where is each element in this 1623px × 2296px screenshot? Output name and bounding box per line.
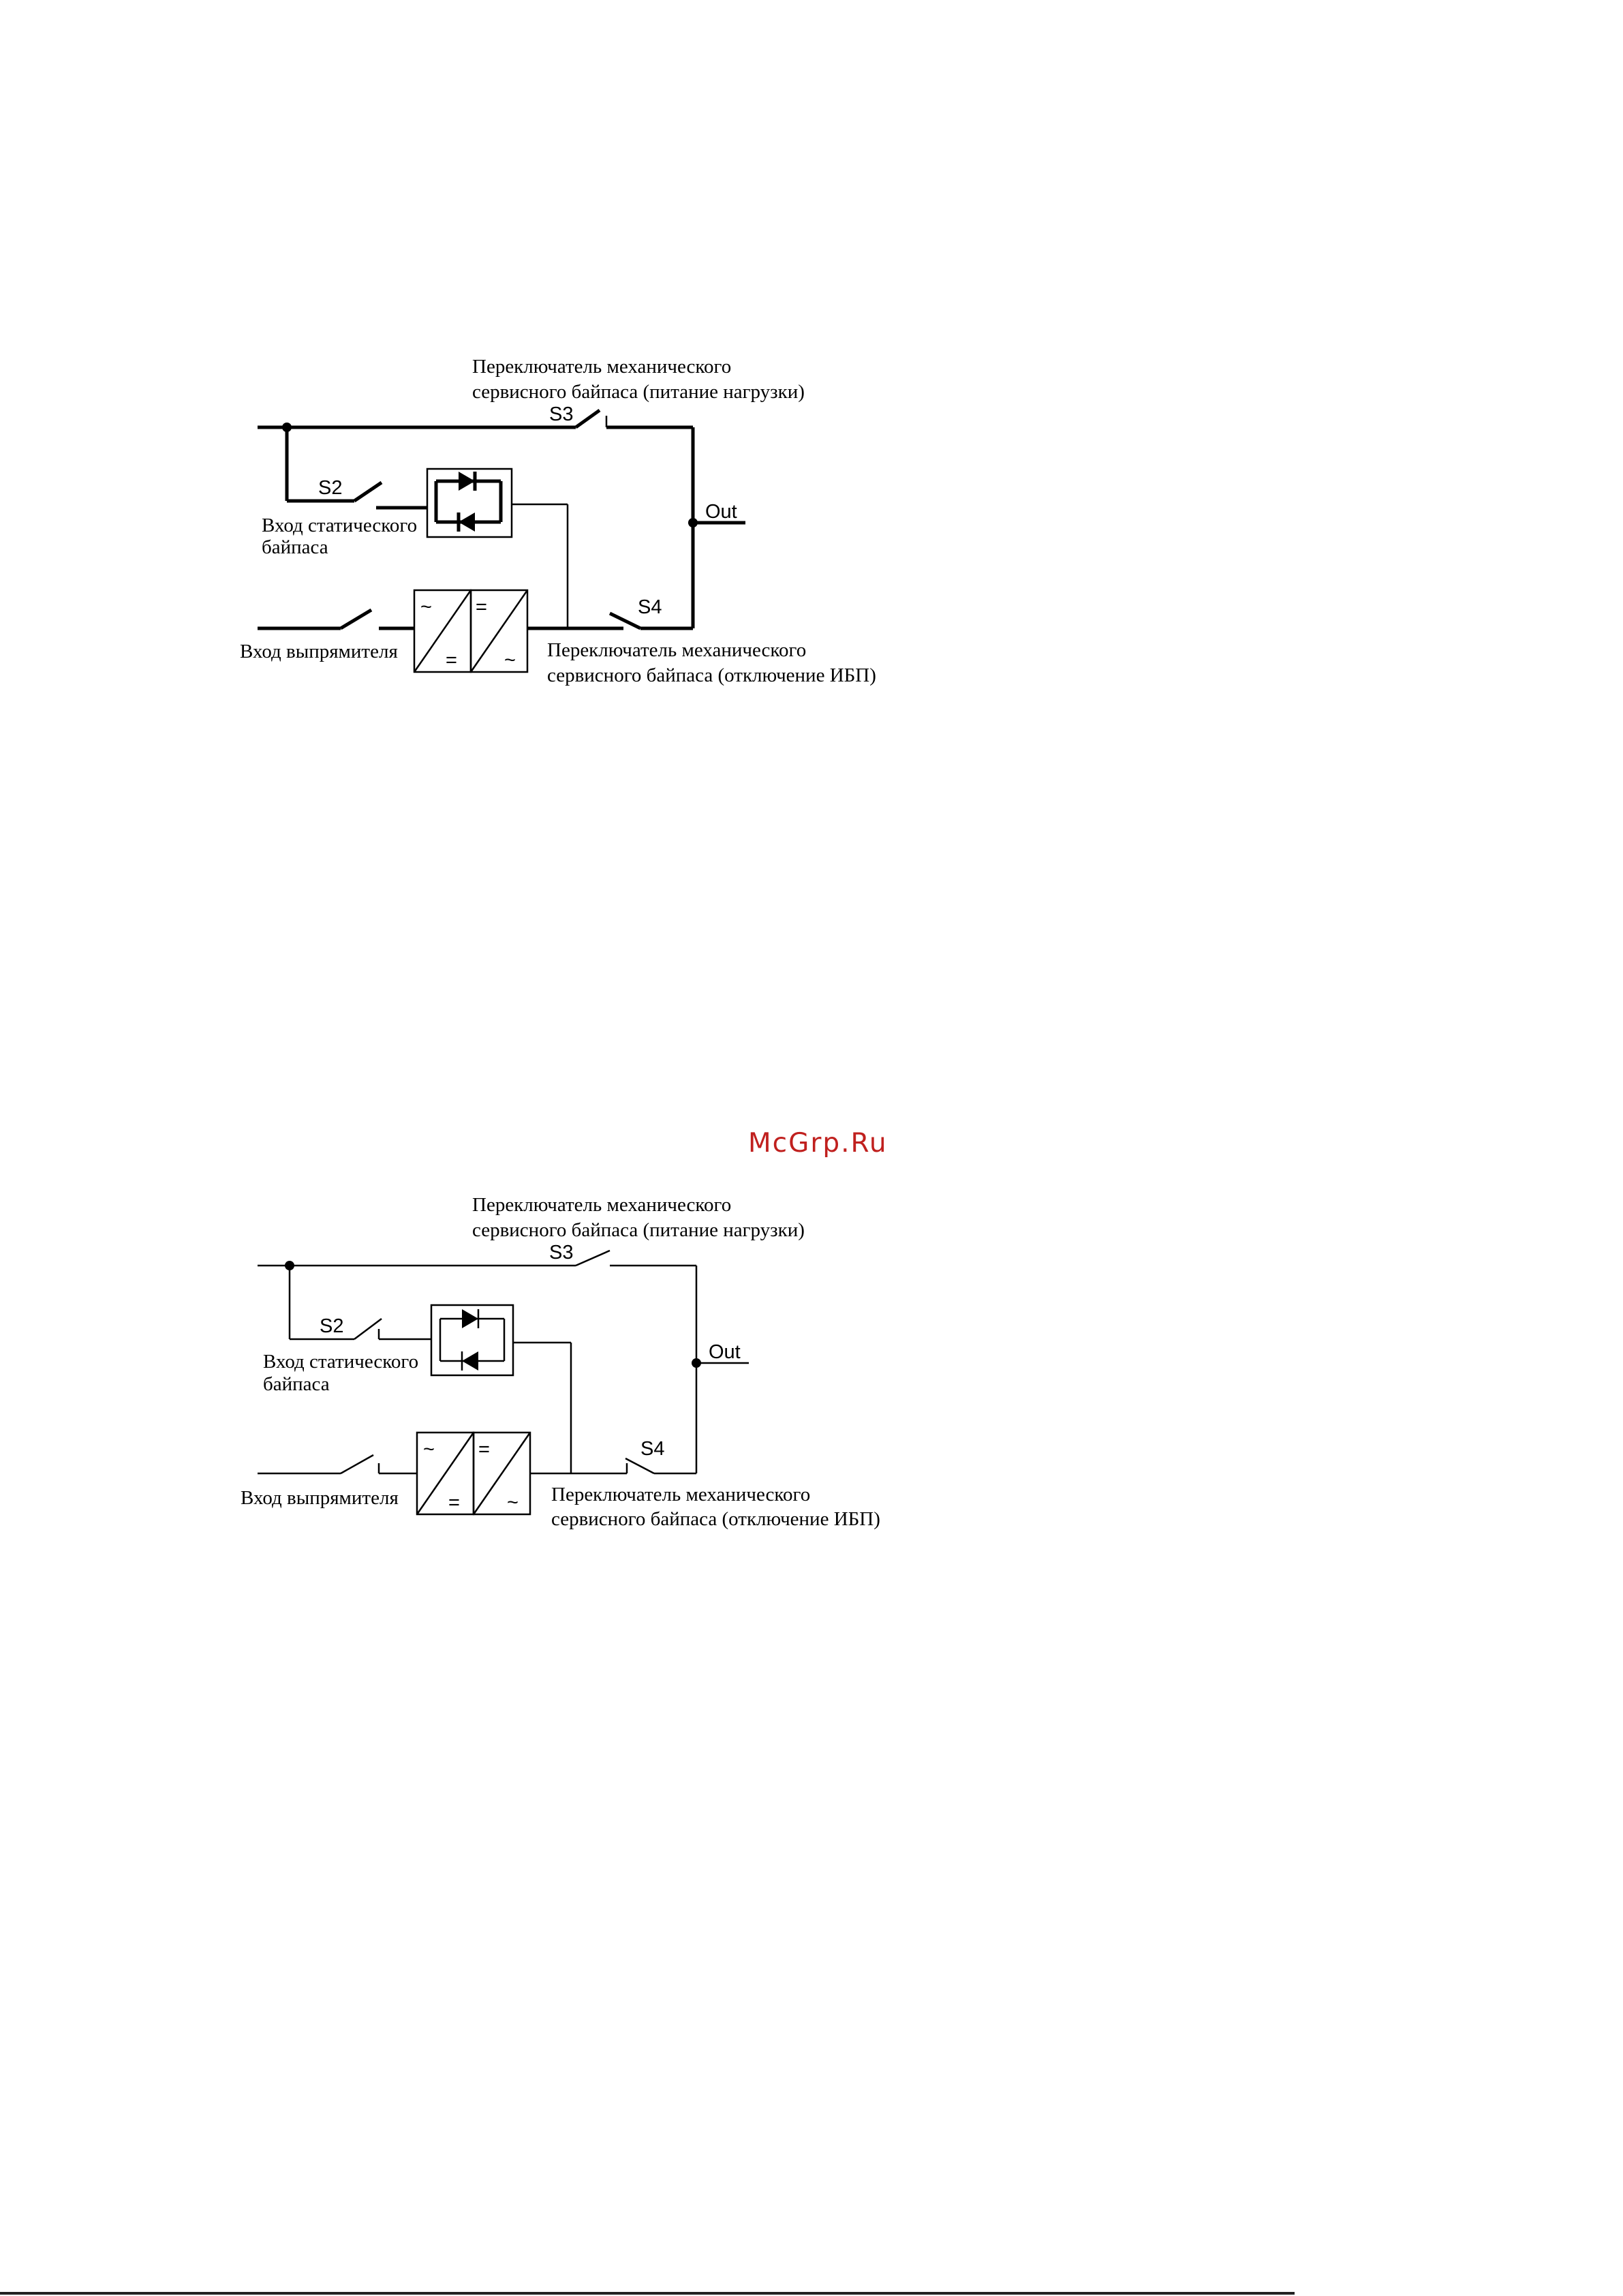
ac-symbol-icon: ~ [423,1439,435,1460]
static-bypass-line1: Вход статического [262,515,418,536]
rectifier-input-label: Вход выпрямителя [241,1487,399,1509]
s2-branch [263,1266,431,1395]
output [692,1341,749,1368]
static-bypass-line2: байпаса [262,536,328,558]
static-bypass-line1: Вход статического [263,1351,419,1373]
inverter-block [474,1433,530,1514]
s4-title-line1: Переключатель механического [551,1484,811,1505]
s3-title-line2: сервисного байпаса (питание нагрузки) [472,1219,805,1241]
s2-label: S2 [318,477,343,499]
output [688,501,745,527]
thyristor-forward-icon [462,1309,478,1328]
ups-bypass-diagram-2 [0,838,1623,1622]
s2-branch [262,427,427,558]
dc-symbol-icon: = [476,596,487,618]
static-bypass-line2: байпаса [263,1373,330,1395]
s3-label: S3 [549,403,574,425]
s3-title-line1: Переключатель механического [472,1194,732,1216]
s2-label: S2 [320,1315,344,1337]
rectifier-block [414,590,471,672]
out-label: Out [709,1341,741,1363]
s4-label: S4 [638,596,662,618]
inverter-block [471,590,527,672]
ups-bypass-diagram-1 [0,0,1623,784]
watermark: McGrp.Ru [748,1128,888,1159]
ac-symbol-icon: ~ [504,649,516,671]
s4-label: S4 [640,1438,665,1460]
s3-label: S3 [549,1242,574,1264]
dc-symbol-icon: = [446,649,457,671]
rectifier-block [417,1433,474,1514]
static-switch [427,469,512,537]
s3-title-line2: сервисного байпаса (питание нагрузки) [472,381,805,403]
s4-title-line2: сервисного байпаса (отключение ИБП) [551,1508,880,1530]
dc-symbol-icon: = [478,1439,490,1460]
s4-title-line2: сервисного байпаса (отключение ИБП) [547,664,876,686]
thyristor-reverse-icon [459,512,475,532]
thyristor-forward-icon [459,472,475,491]
thyristor-reverse-icon [462,1351,478,1371]
rectifier-input-label: Вход выпрямителя [240,641,398,662]
ac-symbol-icon: ~ [507,1492,519,1514]
s3-title-line1: Переключатель механического [472,356,732,378]
static-switch [431,1305,513,1375]
rectifier-branch [241,1455,417,1509]
s4-title-line1: Переключатель механического [547,639,807,661]
out-label: Out [705,501,737,523]
s4-branch [530,1438,880,1530]
ac-symbol-icon: ~ [420,596,432,618]
s4-branch [527,596,876,686]
rectifier-branch [240,610,414,662]
footer-rule [0,2292,1295,2295]
dc-symbol-icon: = [448,1492,460,1514]
